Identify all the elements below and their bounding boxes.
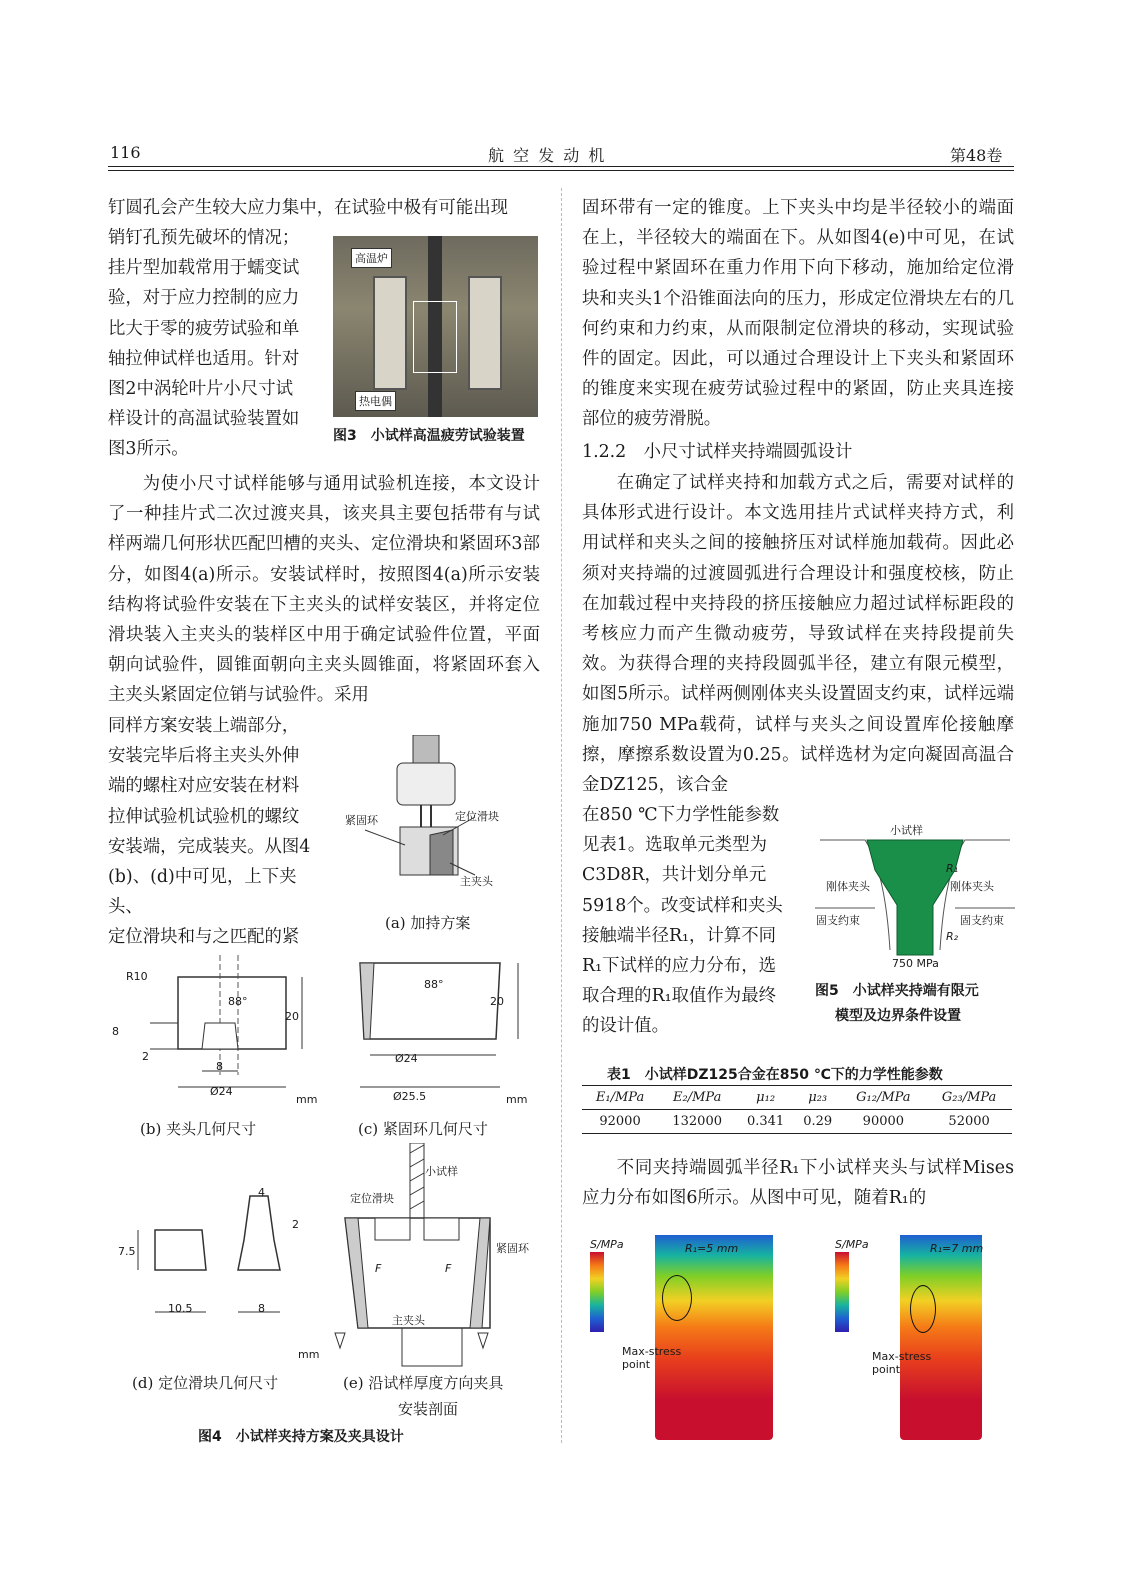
fig5-label-fixed-right: 固支约束 — [960, 914, 1004, 927]
fig5-label-rigid-right: 刚体夹头 — [950, 880, 994, 893]
table1-c4: 90000 — [862, 1114, 905, 1129]
table1-header-row — [582, 1086, 1012, 1110]
fig4e-label-specimen: 小试样 — [425, 1165, 458, 1178]
fig5-load: 750 MPa — [892, 957, 939, 970]
table1-h2: μ₁₂ — [756, 1090, 776, 1105]
fig6-right-max-2: point — [872, 1363, 901, 1376]
fig6-left-max-2: point — [622, 1358, 651, 1371]
table1-c5: 52000 — [948, 1114, 990, 1129]
fig3-caption: 图3 小试样高温疲劳试验装置 — [333, 428, 525, 444]
table1-c3: 0.29 — [803, 1114, 833, 1129]
fig4e-force-right: F — [445, 1262, 452, 1275]
fig5-r2: R₂ — [946, 930, 959, 943]
section-heading: 1.2.2 小尺寸试样夹持端圆弧设计 — [582, 442, 853, 462]
right-p1: 固环带有一定的锥度。上下夹头中均是半径较小的端面在上，半径较大的端面在下。从如图4(e)中可见，在试验过程中紧固环在重力作用下向下移动，施加给定位滑块和夹头1个沿锥面法向的压力，形成定位滑块左右的几何约束和力约束，从而限制定位滑块的移动，实现试验件的固定。因此，可以通过合理设计上下夹头和紧固环的锥度来实现在疲劳试验过程中的紧固，防止夹具连接部位的疲劳滑脱。 — [582, 198, 1014, 430]
fig4c-d2: Ø25.5 — [393, 1090, 427, 1103]
column-divider — [561, 188, 562, 1443]
specimen-window — [413, 301, 457, 373]
fig4b-angle: 88° — [228, 995, 248, 1008]
fig4a-label-grip: 主夹头 — [460, 875, 493, 888]
header-rule-thin — [108, 170, 1014, 171]
fig6-right-r: R₁=7 mm — [930, 1242, 984, 1255]
fig5-caption-2: 模型及边界条件设置 — [835, 1008, 961, 1024]
table1 — [582, 1085, 1012, 1134]
fig6-right-max-marker — [910, 1285, 936, 1333]
table1-h3: μ₂₃ — [808, 1090, 828, 1105]
left-p2-narrow: 同样方案安装上端部分， 安装完毕后将主夹头外伸 端的螺柱对应安装在材料 拉伸试验机试验机的螺纹 安装端，完成装夹。从图4 (b)、(d)中可见，上下夹头、 定位滑块和与之匹配的紧 — [108, 716, 311, 948]
fig4b-d4: Ø24 — [210, 1085, 233, 1098]
fig4e-force-left: F — [375, 1262, 382, 1275]
fig4e-label-grip: 主夹头 — [392, 1314, 425, 1327]
fig6-left-max-marker — [662, 1275, 692, 1321]
page-number: 116 — [110, 143, 141, 162]
fig4c-angle: 88° — [424, 978, 444, 991]
fig4c-d3: 20 — [490, 995, 504, 1008]
fig6-right-max-1: Max-stress — [872, 1350, 932, 1363]
table1-c1: 132000 — [672, 1114, 722, 1129]
fig4d-d1: 7.5 — [118, 1245, 136, 1258]
fig6-right-contour — [900, 1235, 982, 1440]
right-p2-narrow: 在850 ℃下力学性能参数 见表1。选取单元类型为 C3D8R，共计划分单元 5918个。改变试样和夹头 接触端半径R₁，计算不同 R₁下试样的应力分布，选 取合理的R₁取值作为最终 的设计值。 — [582, 805, 783, 1037]
table1-h0: E₁/MPa — [595, 1090, 645, 1105]
left-p1-narrow: 销钉孔预先破坏的情况； 挂片型加载常用于蠕变试 验，对于应力控制的应力 比大于零的疲劳试验和单 轴拉伸试样也适用。针对 图2中涡轮叶片小尺寸试 样设计的高温试验装置如 图3所示。 — [108, 228, 300, 460]
fig4-caption: 图4 小试样夹持方案及夹具设计 — [198, 1429, 404, 1445]
fig4e-label-ring: 紧固环 — [496, 1242, 529, 1255]
table1-h1: E₂/MPa — [673, 1090, 722, 1105]
fig4e-caption-1: (e) 沿试样厚度方向夹具 — [343, 1374, 504, 1392]
fig4d-d5: 8 — [258, 1302, 265, 1315]
fig4d-unit: mm — [298, 1348, 320, 1361]
fig6-right-legend — [835, 1252, 849, 1332]
fig6-left-unit: S/MPa — [590, 1238, 624, 1251]
left-p2: 为使小尺寸试样能够与通用试验机连接，本文设计了一种挂片式二次过渡夹具，该夹具主要包括带有与试样两端几何形状匹配凹槽的夹头、定位滑块和紧固环3部分，如图4(a)所示。安装试样时，按照图4(a)所示安装结构将试验件安装在下主夹头的试样安装区，并将定位滑块装入主夹头的装样区中用于确定试验件位置，平面朝向试验件，圆锥面朝向主夹头圆锥面，将紧固环套入主夹头紧固定位销与试验件。采用 — [108, 474, 540, 706]
fig6-right-unit: S/MPa — [835, 1238, 869, 1251]
table1-row — [582, 1110, 1012, 1134]
fig5-caption-1: 图5 小试样夹持端有限元 — [815, 983, 979, 999]
header-rule — [108, 166, 1014, 167]
fig4b-caption: (b) 夹头几何尺寸 — [140, 1120, 257, 1138]
table1-c2: 0.341 — [746, 1114, 785, 1129]
fig5-r1: R₁ — [946, 862, 959, 875]
fig5-label-rigid-left: 刚体夹头 — [826, 880, 870, 893]
fig4a-label-ring: 紧固环 — [345, 814, 378, 827]
fig4e-label-slider: 定位滑块 — [350, 1192, 394, 1205]
fig6-left-legend — [590, 1252, 604, 1332]
left-p1-first: 钉圆孔会产生较大应力集中，在试验中极有可能出现 — [108, 198, 508, 218]
fig4b-d3: 8 — [216, 1060, 223, 1073]
fig4b-d1: 8 — [112, 1025, 119, 1038]
furnace-left — [373, 276, 407, 390]
volume-label: 第48卷 — [950, 146, 1003, 165]
label-furnace: 高温炉 — [351, 248, 392, 268]
fig6-left-r: R₁=5 mm — [685, 1242, 739, 1255]
fig5-diagram — [815, 830, 1015, 970]
label-thermocouple: 热电偶 — [355, 391, 396, 411]
furnace-right — [468, 276, 502, 390]
table1-title: 表1 小试样DZ125合金在850 ℃下的力学性能参数 — [607, 1067, 943, 1083]
fig4b-d2: 2 — [142, 1050, 149, 1063]
journal-title: 航 空 发 动 机 — [488, 146, 607, 165]
fig4b-d5: 20 — [285, 1010, 299, 1023]
table1-h4: G₁₂/MPa — [856, 1090, 911, 1105]
fig4c-d1: Ø24 — [395, 1052, 418, 1065]
fig4d-diagram — [110, 1180, 320, 1340]
fig4d-d2: 10.5 — [168, 1302, 193, 1315]
right-p3: 不同夹持端圆弧半径R₁下小试样夹头与试样Mises应力分布如图6所示。从图中可见，随着R₁的 — [582, 1158, 1014, 1209]
fig4b-unit: mm — [296, 1093, 318, 1106]
fig4b-r: R10 — [126, 970, 148, 983]
fig4d-d4: 2 — [292, 1218, 299, 1231]
fig4c-unit: mm — [506, 1093, 528, 1106]
table1-h5: G₂₃/MPa — [941, 1090, 997, 1105]
fig5-label-specimen: 小试样 — [890, 824, 923, 837]
fig4c-caption: (c) 紧固环几何尺寸 — [358, 1120, 488, 1138]
table1-c0: 92000 — [599, 1114, 641, 1129]
right-p2: 在确定了试样夹持和加载方式之后，需要对试样的具体形式进行设计。本文选用挂片式试样夹持方式，利用试样和夹头之间的接触挤压对试样施加载荷。因此必须对夹持端的过渡圆弧进行合理设计和强度校核，防止在加载过程中夹持段的挤压接触应力超过试样标距段的考核应力而产生微动疲劳，导致试样在夹持段提前失效。为获得合理的夹持段圆弧半径，建立有限元模型，如图5所示。试样两侧刚体夹头设置固支约束，试样远端施加750 MPa载荷，试样与夹头之间设置库伦接触摩擦，摩擦系数设置为0.25。试样选材为定向凝固高温合金DZ125，该合金 — [582, 473, 1014, 796]
fig6-left-contour — [655, 1235, 773, 1440]
fig5-label-fixed-left: 固支约束 — [816, 914, 860, 927]
fig4e-caption-2: 安装剖面 — [398, 1400, 459, 1418]
fig4d-d3: 4 — [258, 1186, 265, 1199]
fig6-left-max-1: Max-stress — [622, 1345, 682, 1358]
fig4a-label-slider: 定位滑块 — [455, 810, 499, 823]
fig4a-caption: (a) 加持方案 — [385, 914, 471, 932]
fig3-photo — [333, 236, 538, 417]
fig4d-caption: (d) 定位滑块几何尺寸 — [132, 1374, 279, 1392]
